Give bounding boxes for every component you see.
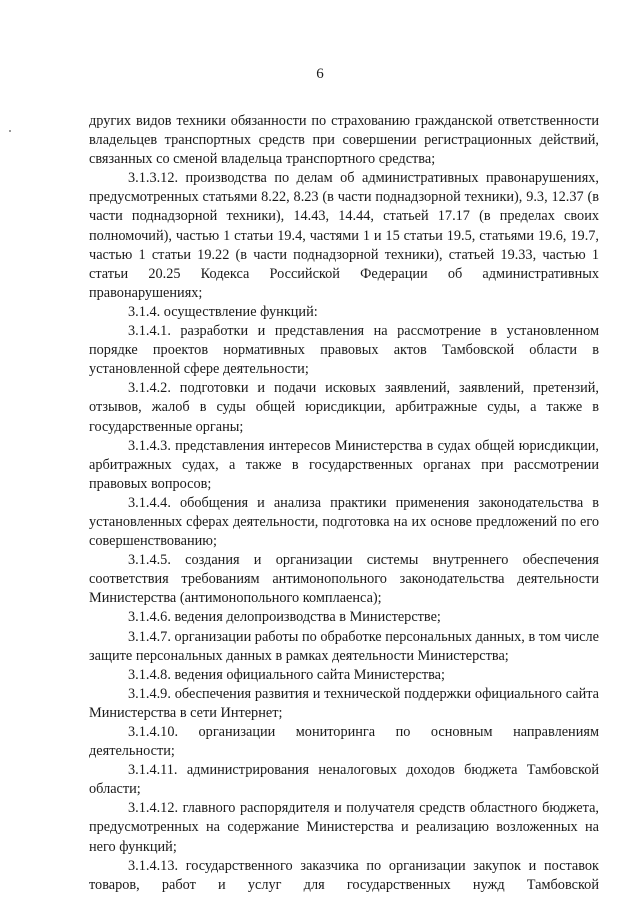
paragraph: 3.1.4.13. государственного заказчика по организации закупок и поставок товаров, работ и услуг для государственных нужд Тамбовской	[89, 857, 599, 893]
document-body	[89, 112, 599, 895]
paragraph: 3.1.4.2. подготовки и подачи исковых заявлений, заявлений, претензий, отзывов, жалоб в суды общей юрисдикции, арбитражные суды, а также в государственные органы;	[89, 380, 599, 435]
page-number: 6	[316, 66, 324, 82]
paragraph: 3.1.4.10. организации мониторинга по основным направлениям деятельности;	[89, 724, 599, 760]
paragraph: 3.1.4. осуществление функций:	[128, 303, 318, 320]
scan-artifact-dot	[9, 130, 11, 132]
paragraph: 3.1.4.11. администрирования неналоговых доходов бюджета Тамбовской области;	[89, 762, 599, 798]
paragraph: 3.1.4.12. главного распорядителя и получателя средств областного бюджета, предусмотренных на содержание Министерства и реализацию возложенных на него функций;	[89, 800, 599, 855]
paragraph: 3.1.4.8. ведения официального сайта Министерства;	[128, 666, 445, 683]
paragraph: 3.1.4.4. обобщения и анализа практики применения законодательства в установленных сферах деятельности, подготовка на их основе предложений по его совершенствованию;	[89, 494, 599, 550]
paragraph: 3.1.4.3. представления интересов Министерства в судах общей юрисдикции, арбитражных судах, а также в государственных органах при рассмотрении правовых вопросов;	[89, 437, 599, 492]
paragraph: 3.1.4.1. разработки и представления на рассмотрение в установленном порядке проектов нормативных правовых актов Тамбовской области в установленной сфере деятельности;	[89, 323, 599, 378]
paragraph: 3.1.4.6. ведения делопроизводства в Министерстве;	[128, 609, 441, 626]
paragraph: 3.1.3.12. производства по делам об административных правонарушениях, предусмотренных статьями 8.22, 8.23 (в части поднадзорной техники), 9.3, 12.37 (в части поднадзорной техники), 14.43, 14.44, статьей 17.17 (в пределах своих полномочий), частью 1 статьи 19.4, частями 1 и 15 статьи 19.5, статьями 19.6, 19.7, частью 1 статьи 19.22 (в части поднадзорной техники), статьей 19.33, частью 1 статьи 20.25 Кодекса Российской Федерации об административных правонарушениях;	[89, 170, 599, 301]
paragraph: 3.1.4.7. организации работы по обработке персональных данных, в том числе защите персональных данных в рамках деятельности Министерства;	[89, 628, 600, 664]
paragraph: 3.1.4.9. обеспечения развития и технической поддержки официального сайта Министерства в сети Интернет;	[89, 685, 599, 721]
paragraph: других видов техники обязанности по страхованию гражданской ответственности владельцев транспортных средств при совершении регистрационных действий, связанных со сменой владельца транспортного средства;	[89, 113, 599, 168]
paragraph: 3.1.4.5. создания и организации системы внутреннего обеспечения соответствия требованиям антимонопольного законодательства деятельности Министерства (антимонопольного комплаенса);	[89, 552, 599, 607]
